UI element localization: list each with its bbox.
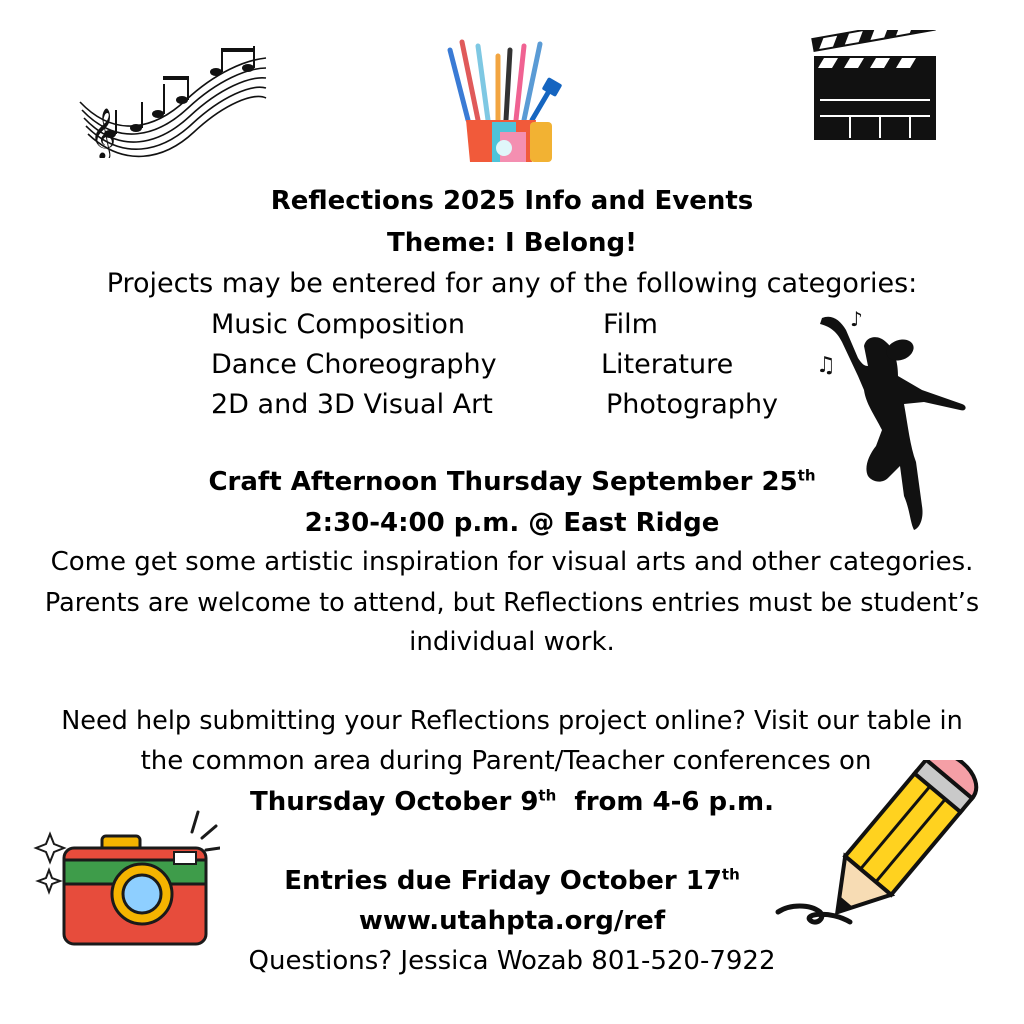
reflections-url[interactable]: www.utahpta.org/ref [358,906,666,936]
category-film: Film [603,309,658,340]
categories-intro: Projects may be entered for any of the following categories: [106,268,918,299]
category-visual-art: 2D and 3D Visual Art [211,389,493,420]
contact-info: Questions? Jessica Wozab 801-520-7922 [248,946,776,976]
craft-time: 2:30-4:00 p.m. @ East Ridge [304,508,720,538]
svg-text:♪: ♪ [850,307,863,331]
paintbrush-cup-icon [440,36,570,164]
svg-text:𝄞: 𝄞 [90,108,117,158]
category-literature: Literature [601,349,734,380]
svg-text:♫: ♫ [816,353,836,378]
entries-due: Entries due Friday October 17th [284,865,740,896]
category-music-composition: Music Composition [211,309,466,340]
clapperboard-icon [810,30,940,142]
craft-parents-note: Parents are welcome to attend, but Reflections entries must be student’s [44,588,980,618]
help-date: Thursday October 9th from 4-6 p.m. [249,786,775,817]
dancer-icon [812,306,972,536]
craft-individual-work: individual work. [409,627,615,657]
category-photography: Photography [606,389,779,420]
category-dance-choreography: Dance Choreography [211,349,497,380]
craft-heading: Craft Afternoon Thursday September 25th [208,466,816,497]
help-question: Need help submitting your Reflections project online? Visit our table in [61,706,963,736]
craft-description: Come get some artistic inspiration for visual arts and other categories. [50,547,974,577]
help-location: the common area during Parent/Teacher conferences on [140,746,872,776]
page-title: Reflections 2025 Info and Events [270,186,754,216]
music-notes-icon [76,40,268,158]
theme-heading: Theme: I Belong! [387,228,637,258]
